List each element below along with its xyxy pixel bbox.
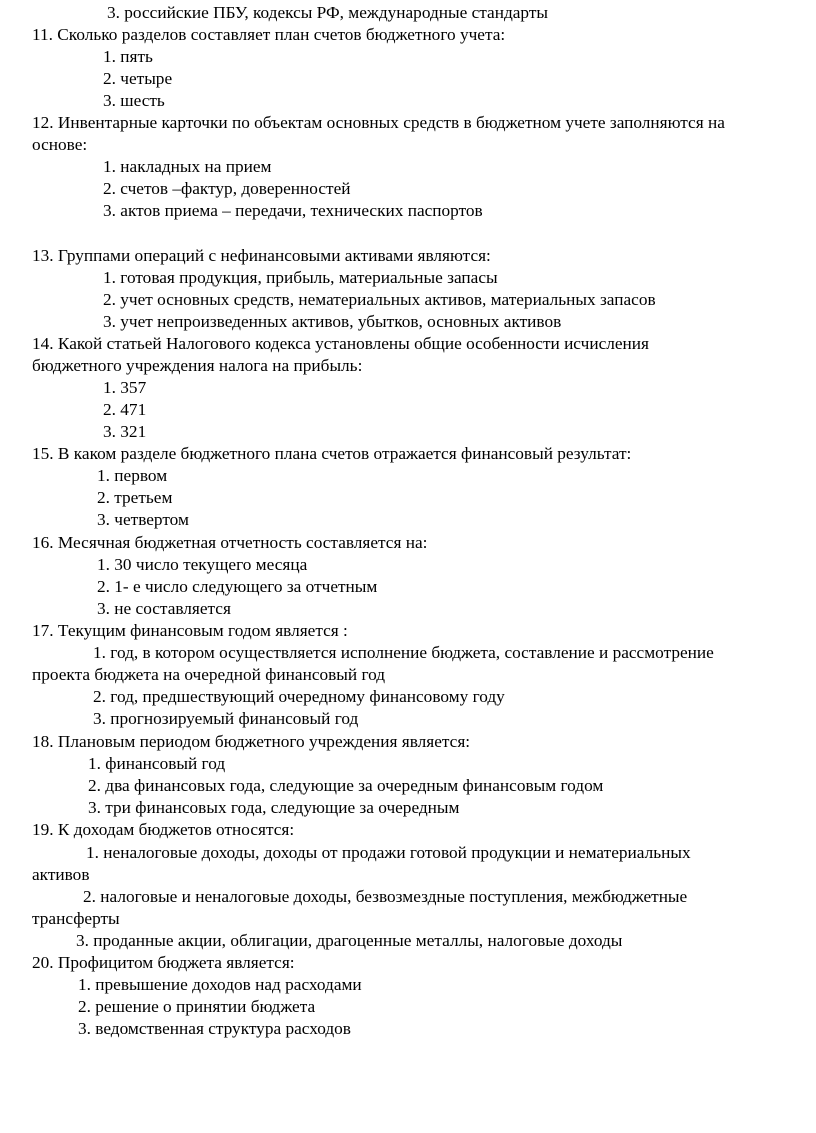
answer-option: 1. год, в котором осуществляется исполнение бюджета, составление и рассмотрение — [93, 643, 714, 662]
answer-option: 1. 30 число текущего месяца — [97, 555, 308, 574]
answer-option: 2. налоговые и неналоговые доходы, безвозмездные поступления, межбюджетные — [83, 887, 688, 906]
question-text: 12. Инвентарные карточки по объектам основных средств в бюджетном учете заполняются на — [32, 113, 725, 132]
question-text: 18. Плановым периодом бюджетного учреждения является: — [32, 732, 471, 751]
answer-option: 2. учет основных средств, нематериальных активов, материальных запасов — [103, 290, 656, 309]
answer-option: 2. 1- е число следующего за отчетным — [97, 577, 378, 596]
answer-option: 2. решение о принятии бюджета — [78, 997, 316, 1016]
answer-option: 2. третьем — [97, 488, 173, 507]
answer-option: 1. готовая продукция, прибыль, материальные запасы — [103, 268, 498, 287]
answer-option: 1. 357 — [103, 378, 147, 397]
answer-option: 3. учет непроизведенных активов, убытков, основных активов — [103, 312, 562, 331]
question-text: 15. В каком разделе бюджетного плана счетов отражается финансовый результат: — [32, 444, 632, 463]
answer-option: 3. три финансовых года, следующие за очередным — [88, 798, 460, 817]
question-text: 19. К доходам бюджетов относятся: — [32, 820, 295, 839]
answer-option: 1. неналоговые доходы, доходы от продажи готовой продукции и нематериальных — [86, 843, 691, 862]
answer-option: 3. прогнозируемый финансовый год — [93, 709, 359, 728]
answer-option-continuation: проекта бюджета на очередной финансовый год — [32, 665, 386, 684]
answer-option: 2. четыре — [103, 69, 173, 88]
answer-option: 3. четвертом — [97, 510, 189, 529]
answer-option: 2. год, предшествующий очередному финансовому году — [93, 687, 505, 706]
answer-option-continuation: активов — [32, 865, 90, 884]
answer-option: 3. не составляется — [97, 599, 231, 618]
question-text: 13. Группами операций с нефинансовыми активами являются: — [32, 246, 491, 265]
answer-option: 1. первом — [97, 466, 168, 485]
answer-option: 2. два финансовых года, следующие за очередным финансовым годом — [88, 776, 604, 795]
answer-option: 2. 471 — [103, 400, 147, 419]
answer-option: 3. проданные акции, облигации, драгоценные металлы, налоговые доходы — [76, 931, 623, 950]
answer-option: 2. счетов –фактур, доверенностей — [103, 179, 351, 198]
answer-option-continuation: трансферты — [32, 909, 120, 928]
question-text: 16. Месячная бюджетная отчетность составляется на: — [32, 533, 428, 552]
answer-option: 1. накладных на прием — [103, 157, 272, 176]
answer-option: 3. российские ПБУ, кодексы РФ, международные стандарты — [107, 3, 548, 22]
question-text: 14. Какой статьей Налогового кодекса установлены общие особенности исчисления — [32, 334, 649, 353]
question-text: основе: — [32, 135, 88, 154]
question-text: 17. Текущим финансовым годом является : — [32, 621, 348, 640]
answer-option: 3. 321 — [103, 422, 147, 441]
question-text: 11. Сколько разделов составляет план счетов бюджетного учета: — [32, 25, 506, 44]
answer-option: 1. пять — [103, 47, 153, 66]
question-text: бюджетного учреждения налога на прибыль: — [32, 356, 363, 375]
answer-option: 1. финансовый год — [88, 754, 226, 773]
answer-option: 1. превышение доходов над расходами — [78, 975, 362, 994]
answer-option: 3. ведомственная структура расходов — [78, 1019, 351, 1038]
answer-option: 3. шесть — [103, 91, 165, 110]
answer-option: 3. актов приема – передачи, технических паспортов — [103, 201, 483, 220]
question-text: 20. Профицитом бюджета является: — [32, 953, 295, 972]
